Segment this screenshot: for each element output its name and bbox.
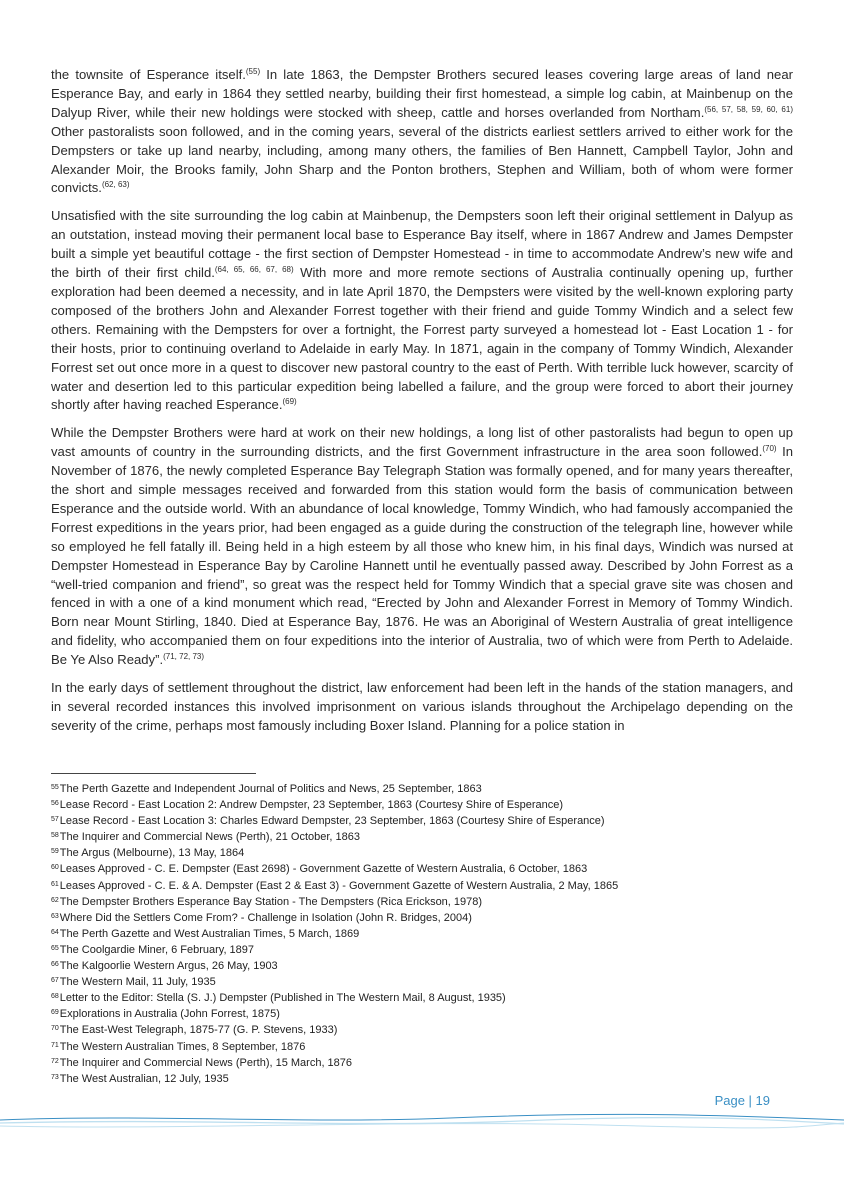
text-run: the townsite of Esperance itself. [51, 67, 246, 82]
footnote-text: The Dempster Brothers Esperance Bay Station - The Dempsters (Rica Erickson, 1978) [59, 895, 483, 908]
footnote-text: Where Did the Settlers Come From? - Challenge in Isolation (John R. Bridges, 2004) [59, 911, 472, 924]
footnote-item [51, 926, 793, 942]
footnote-item [51, 942, 793, 958]
footnote-item [51, 1039, 793, 1055]
footnote-item [51, 958, 793, 974]
footnote-number: 64 [51, 928, 59, 936]
footnote-text: Lease Record - East Location 3: Charles Edward Dempster, 23 September, 1863 (Courtesy Shire of Esperance) [59, 815, 605, 828]
footnote-text: The Perth Gazette and Independent Journal of Politics and News, 25 September, 1863 [59, 783, 482, 795]
footnote-number: 73 [51, 1073, 59, 1081]
text-run: While the Dempster Brothers were hard at work on their new holdings, a long list of other pastoralists had begun to open up vast amounts of country in the surrounding districts, and the first Government infrastructure in the area soon followed. [51, 425, 793, 460]
footnote-number: 70 [51, 1025, 59, 1033]
footnote-text: The East-West Telegraph, 1875-77 (G. P. Stevens, 1933) [59, 1024, 338, 1037]
wave-line [0, 1123, 844, 1128]
footnote-number: 67 [51, 977, 59, 985]
footnote-item [51, 829, 793, 845]
footnote-text: The Argus (Melbourne), 13 May, 1864 [59, 847, 245, 860]
page-number: Page | 19 [714, 1093, 770, 1108]
footnote-item [51, 845, 793, 861]
paragraph [51, 66, 793, 198]
footnote-item [51, 797, 793, 813]
footnote-number: 69 [51, 1009, 59, 1017]
footnote-number: 65 [51, 944, 59, 952]
footnote-item [51, 1071, 793, 1087]
footnote-text: The Perth Gazette and West Australian Times, 5 March, 1869 [59, 927, 360, 940]
footnote-reference: (62, 63) [101, 180, 130, 190]
footnote-text: The Inquirer and Commercial News (Perth), 21 October, 1863 [59, 831, 360, 844]
text-run: With more and more remote sections of Australia continually opening up, further exploration had been deemed a necessity, and in late April 1870, the Dempsters were visited by the well-known exploring party composed of the brothers John and Alexander Forrest together with their friend and guide Tommy Windich and a select few others. Remaining with the Dempsters for over a fortnight, the Forrest party surveyed a homestead lot - East Location 1 - for their hosts, prior to continuing overland to Adelaide in early May. In 1871, again in the company of Tommy Windich, Alexander Forrest set out once more in a quest to discover new pastoral country to the east of Perth. With terrible luck however, scarcity of water and desertion led to this particular expedition being labelled a failure, and the group were forced to abort their journey shortly after having reached Esperance. [51, 265, 793, 413]
footnote-text: The West Australian, 12 July, 1935 [59, 1072, 229, 1085]
footnote-number: 61 [51, 880, 59, 888]
footnote-number: 57 [51, 816, 59, 824]
footnote-item [51, 1022, 793, 1038]
footnote-number: 60 [51, 864, 59, 872]
text-run: Unsatisfied with the site surrounding the log cabin at Mainbenup, the Dempsters soon left their original settlement in Dalyup as an outstation, instead moving their permanent local base to Esperance Bay itself, where in 1867 Andrew and James Dempster built a simple yet beautiful cottage - the first section of Dempster Homestead - in time to accommodate Andrew’s new wife and the birth of their first child. [51, 208, 793, 281]
text-run: In the early days of settlement throughout the district, law enforcement had been left in the hands of the station managers, and in several recorded instances this involved imprisonment on various islands throughout the Archipelago depending on the severity of the crime, perhaps most famously including Boxer Island. Planning for a police station in [51, 680, 793, 733]
text-run: Other pastoralists soon followed, and in the coming years, several of the districts earliest settlers arrived to either work for the Dempsters or take up land nearby, including, among many others, the families of Ben Hannett, Campbell Taylor, John and Alexander Moir, the Brooks family, John Sharp and the Ponton brothers, Stephen and William, both of whom were former convicts. [51, 123, 793, 196]
footnote-text: Lease Record - East Location 2: Andrew Dempster, 23 September, 1863 (Courtesy Shire of Esperance) [59, 799, 564, 812]
footnote-item [51, 861, 793, 877]
text-run: In November of 1876, the newly completed Esperance Bay Telegraph Station was formally opened, and for many years thereafter, the short and simple messages received and forwarded from this station would form the basis of communication between Esperance and the outside world. With an abundance of local knowledge, Tommy Windich, who had famously accompanied the Forrest expeditions in the years prior, had been engaged as a guide during the construction of the telegraph line, however while so employed he fell fatally ill. Being held in a high esteem by all those who knew him, in his final days, Windich was nursed at Dempster Homestead in Esperance Bay by Caroline Hannett until he eventually passed away. Described by John Forrest as a “well-tried companion and friend”, so great was the respect held for Tommy Windich that a special grave site was chosen and fenced in with a one of a kind monument which read, “Erected by John and Alexander Forrest in Memory of Tommy Windich. Born near Mount Stirling, 1840. Died at Esperance Bay, 1876. He was an Aboriginal of Western Australia of great intelligence and fidelity, who accompanied them on four expeditions into the interior of Australia, two of which were from Perth to Adelaide. Be Ye Also Ready”. [51, 444, 793, 668]
footnote-text: The Inquirer and Commercial News (Perth), 15 March, 1876 [59, 1056, 353, 1069]
paragraph [51, 207, 793, 415]
footnote-item [51, 974, 793, 990]
footnote-item [51, 1055, 793, 1071]
footnote-reference: (64, 65, 66, 67, 68) [214, 265, 294, 275]
footnote-separator [51, 773, 256, 774]
footnote-reference: (69) [282, 397, 297, 407]
footnote-text: Explorations in Australia (John Forrest, 1875) [59, 1008, 280, 1021]
footnote-item [51, 990, 793, 1006]
footnote-item [51, 894, 793, 910]
footnote-item [51, 813, 793, 829]
footnote-number: 66 [51, 961, 59, 969]
footnote-item [51, 781, 793, 797]
footnote-number: 68 [51, 993, 59, 1001]
paragraph [51, 424, 793, 670]
footnote-number: 59 [51, 848, 59, 856]
footnote-text: Letter to the Editor: Stella (S. J.) Dempster (Published in The Western Mail, 8 August, 1935) [59, 992, 506, 1005]
footnote-reference: (55) [245, 67, 261, 76]
text-run: In late 1863, the Dempster Brothers secured leases covering large areas of land near Esperance Bay, and early in 1864 they settled nearby, building their first homestead, a simple log cabin, at Mainbenup on the Dalyup River, while their new holdings were stocked with sheep, cattle and horses overlanded from Northam. [51, 67, 793, 120]
footnote-reference: (56, 57, 58, 59, 60, 61) [704, 104, 793, 114]
footnotes [51, 781, 793, 1087]
wave-line [0, 1114, 844, 1120]
footnote-text: The Western Australian Times, 8 September, 1876 [59, 1040, 306, 1053]
footnote-number: 56 [51, 800, 59, 808]
footnote-number: 58 [51, 832, 59, 840]
footnote-item [51, 1006, 793, 1022]
paragraph [51, 679, 793, 736]
footnote-text: Leases Approved - C. E. Dempster (East 2698) - Government Gazette of Western Australia, 6 October, 1863 [59, 863, 588, 876]
footnote-item [51, 878, 793, 894]
footnote-text: The Western Mail, 11 July, 1935 [59, 976, 216, 989]
footnote-number: 55 [51, 784, 59, 791]
footnote-number: 63 [51, 912, 59, 920]
footnote-text: The Coolgardie Miner, 6 February, 1897 [59, 943, 255, 956]
footnote-number: 71 [51, 1041, 59, 1049]
footnote-number: 62 [51, 896, 59, 904]
footnote-text: Leases Approved - C. E. & A. Dempster (East 2 & East 3) - Government Gazette of Western Australia, 2 May, 1865 [59, 879, 619, 892]
footnote-number: 72 [51, 1057, 59, 1065]
footnote-item [51, 910, 793, 926]
body-text [51, 66, 793, 745]
footnote-text: The Kalgoorlie Western Argus, 26 May, 1903 [59, 960, 278, 973]
footer-wave-decoration [0, 1108, 844, 1138]
footnote-reference: (70) [762, 444, 777, 454]
footnote-reference: (71, 72, 73) [163, 652, 205, 662]
